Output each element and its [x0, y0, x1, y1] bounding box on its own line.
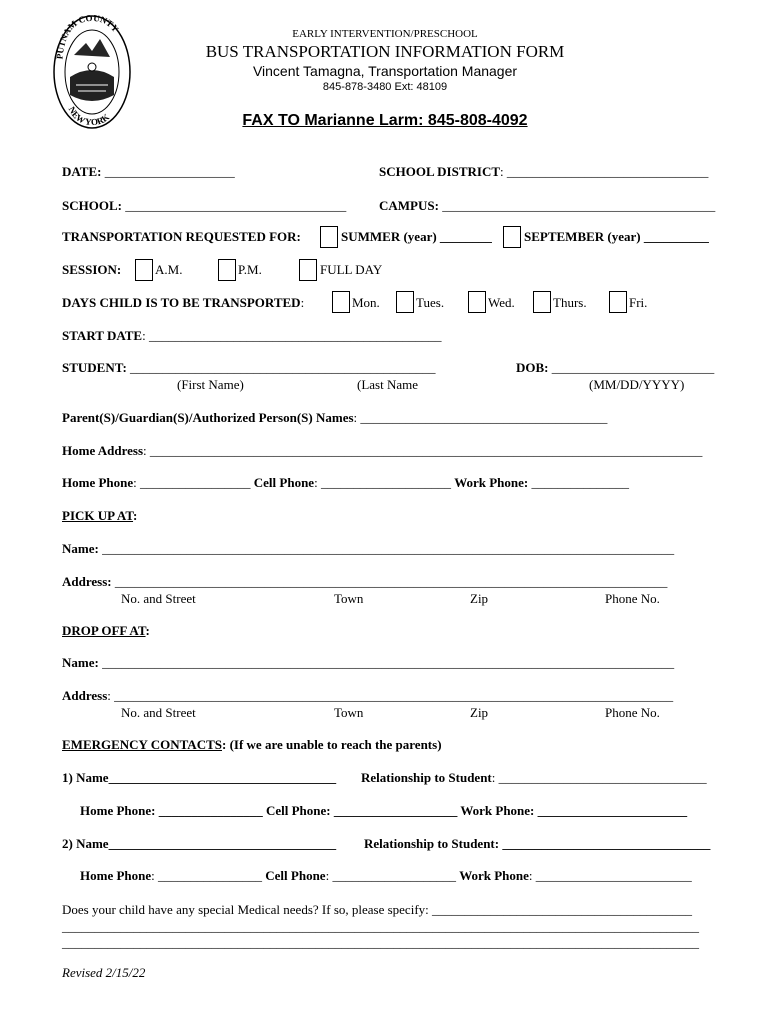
tues-label: Tues.: [416, 295, 445, 310]
pickup-phone-hint: Phone No.: [605, 591, 660, 606]
work-phone-field[interactable]: _______________: [528, 475, 629, 490]
school-field[interactable]: __________________________________: [121, 198, 347, 213]
fri-checkbox[interactable]: [609, 291, 627, 313]
summer-label: SUMMER (year) ________: [341, 229, 492, 244]
thurs-label: Thurs.: [553, 295, 587, 310]
campus-label: CAMPUS:: [379, 198, 439, 213]
contact2-work-label: Work Phone: [459, 868, 529, 883]
campus-field[interactable]: __________________________________________: [438, 198, 716, 213]
home-phone-field[interactable]: : _________________: [133, 475, 254, 490]
cell-phone-field[interactable]: : ____________________: [314, 475, 455, 490]
cell-phone-label: Cell Phone: [253, 475, 315, 490]
dropoff-zip-hint: Zip: [470, 705, 489, 720]
seal-top-text: PUTNAM COUNTY: [54, 15, 121, 60]
pickup-address-field[interactable]: _____________________________________________________________________________________: [111, 574, 668, 589]
last-name-hint: (Last Name: [357, 377, 419, 392]
tues-checkbox[interactable]: [396, 291, 414, 313]
days-colon: :: [300, 295, 305, 310]
pickup-street-hint: No. and Street: [121, 591, 196, 606]
home-address-field[interactable]: : _____________________________________________________________________________________: [143, 443, 703, 458]
contact1-name-field[interactable]: 1) Name___________________________________: [62, 770, 337, 785]
parents-label: Parent(S)/Guardian(S)/Authorized Person(S) Names: [62, 410, 354, 425]
session-label: SESSION:: [62, 262, 122, 277]
wed-checkbox[interactable]: [468, 291, 486, 313]
pickup-name-label: Name:: [62, 541, 99, 556]
pickup-colon: :: [133, 508, 138, 523]
days-label: DAYS CHILD IS TO BE TRANSPORTED: [62, 295, 301, 310]
dropoff-heading: DROP OFF AT: [62, 623, 146, 638]
fri-label: Fri.: [629, 295, 648, 310]
emergency-heading: EMERGENCY CONTACTS: [62, 737, 222, 752]
dob-field[interactable]: _________________________: [548, 360, 715, 375]
date-format-hint: (MM/DD/YYYY): [589, 377, 685, 392]
contact1-relationship-field[interactable]: : ________________________________: [491, 770, 707, 785]
medical-needs-line-3[interactable]: __________________________________________________________________________________________________: [62, 935, 699, 950]
student-label: STUDENT:: [62, 360, 127, 375]
pickup-town-hint: Town: [334, 591, 364, 606]
mon-label: Mon.: [352, 295, 380, 310]
pickup-heading: PICK UP AT: [62, 508, 134, 523]
thurs-checkbox[interactable]: [533, 291, 551, 313]
revised-date: Revised 2/15/22: [62, 965, 146, 980]
medical-needs-question[interactable]: Does your child have any special Medical needs? If so, please specify: ________________________________________: [62, 902, 693, 917]
dropoff-phone-hint: Phone No.: [605, 705, 660, 720]
september-checkbox[interactable]: [503, 226, 521, 248]
contact2-name-field[interactable]: 2) Name___________________________________: [62, 836, 337, 851]
form-title: BUS TRANSPORTATION INFORMATION FORM: [205, 42, 565, 61]
start-date-label: START DATE: [62, 328, 143, 343]
date-field[interactable]: ____________________: [101, 164, 235, 179]
header-line1: EARLY INTERVENTION/PRESCHOOL: [292, 28, 478, 40]
manager-name: Vincent Tamagna, Transportation Manager: [252, 63, 518, 79]
contact1-phones-field[interactable]: Home Phone: ________________ Cell Phone: ___________________ Work Phone: _______________________: [80, 803, 688, 818]
pm-checkbox[interactable]: [218, 259, 236, 281]
student-field[interactable]: _______________________________________________: [126, 360, 436, 375]
dropoff-address-label: Address: [62, 688, 108, 703]
dropoff-address-field[interactable]: : ______________________________________________________________________________________: [107, 688, 674, 703]
mon-checkbox[interactable]: [332, 291, 350, 313]
home-phone-label: Home Phone: [62, 475, 134, 490]
contact2-cell-label: Cell Phone: [265, 868, 326, 883]
contact2-home-label: Home Phone: [80, 868, 152, 883]
date-label: DATE:: [62, 164, 102, 179]
full-day-label: FULL DAY: [320, 262, 383, 277]
home-address-label: Home Address: [62, 443, 144, 458]
emergency-note: : (If we are unable to reach the parents): [222, 737, 442, 752]
dropoff-colon: :: [145, 623, 150, 638]
school-district-label: SCHOOL DISTRICT: [379, 164, 501, 179]
dob-label: DOB:: [516, 360, 549, 375]
school-label: SCHOOL:: [62, 198, 122, 213]
parents-field[interactable]: : ______________________________________: [353, 410, 608, 425]
contact2-cell-field[interactable]: : ___________________: [325, 868, 460, 883]
contact1-relationship-label: Relationship to Student: [361, 770, 492, 785]
seal-bottom-text: NEW YORK: [66, 104, 112, 128]
dropoff-name-field[interactable]: ________________________________________________________________________________________: [98, 655, 675, 670]
september-label: SEPTEMBER (year) __________: [524, 229, 709, 244]
summer-checkbox[interactable]: [320, 226, 338, 248]
transport-requested-label: TRANSPORTATION REQUESTED FOR:: [62, 229, 301, 244]
dropoff-town-hint: Town: [334, 705, 364, 720]
start-date-field[interactable]: : _____________________________________________: [142, 328, 442, 343]
medical-needs-line-2[interactable]: __________________________________________________________________________________________________: [62, 919, 699, 934]
dropoff-name-label: Name:: [62, 655, 99, 670]
school-district-field[interactable]: : _______________________________: [500, 164, 709, 179]
full-day-checkbox[interactable]: [299, 259, 317, 281]
fax-line: FAX TO Marianne Larm: 845-808-4092: [242, 112, 528, 129]
contact2-work-field[interactable]: : ________________________: [528, 868, 692, 883]
contact2-home-field[interactable]: : ________________: [151, 868, 266, 883]
wed-label: Wed.: [488, 295, 515, 310]
work-phone-label: Work Phone:: [454, 475, 529, 490]
manager-phone: 845-878-3480 Ext: 48109: [322, 81, 448, 93]
am-label: A.M.: [155, 262, 183, 277]
first-name-hint: (First Name): [177, 377, 244, 392]
pm-label: P.M.: [238, 262, 262, 277]
pickup-name-field[interactable]: ________________________________________________________________________________________: [98, 541, 675, 556]
dropoff-street-hint: No. and Street: [121, 705, 196, 720]
contact2-relationship-field[interactable]: Relationship to Student: ________________________________: [364, 836, 711, 851]
pickup-address-label: Address:: [62, 574, 112, 589]
am-checkbox[interactable]: [135, 259, 153, 281]
pickup-zip-hint: Zip: [470, 591, 489, 606]
